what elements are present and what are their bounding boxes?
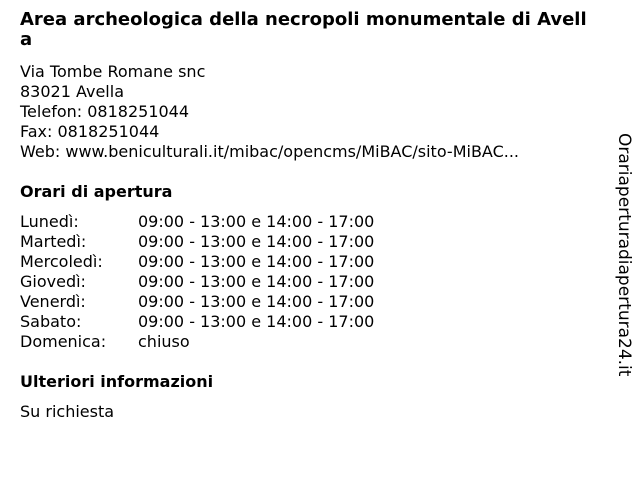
- day-label: Giovedì:: [20, 272, 86, 291]
- fax-number: 0818251044: [57, 122, 160, 141]
- fax-row: [20, 122, 600, 142]
- day-label: Domenica:: [20, 332, 107, 351]
- web-row: [20, 142, 600, 162]
- phone-number[interactable]: 0818251044: [87, 102, 190, 121]
- place-title: Area archeologica della necropoli monumentale di Avella: [20, 9, 587, 50]
- day-hours: 09:00 - 13:00 e 14:00 - 17:00: [138, 312, 375, 331]
- hours-row-friday: [20, 292, 600, 312]
- hours-row-sunday: [20, 332, 600, 352]
- day-label: Martedì:: [20, 232, 87, 251]
- hours-row-thursday: [20, 272, 600, 292]
- day-hours: 09:00 - 13:00 e 14:00 - 17:00: [138, 292, 375, 311]
- day-label: Mercoledì:: [20, 252, 103, 271]
- place-card: [20, 10, 600, 422]
- day-label: Lunedì:: [20, 212, 79, 231]
- address-city: 83021 Avella: [20, 82, 124, 101]
- opening-hours-heading: Orari di apertura: [20, 182, 173, 201]
- phone-label: Telefon:: [20, 102, 83, 121]
- fax-label: Fax:: [20, 122, 53, 141]
- day-hours: 09:00 - 13:00 e 14:00 - 17:00: [138, 272, 375, 291]
- web-link[interactable]: www.beniculturali.it/mibac/opencms/MiBAC/sito-MiBAC...: [65, 142, 520, 161]
- web-label: Web:: [20, 142, 61, 161]
- brand-watermark: Orariaperturadiapertura24.it: [614, 133, 634, 377]
- phone-row: [20, 102, 600, 122]
- hours-row-wednesday: [20, 252, 600, 272]
- day-hours: 09:00 - 13:00 e 14:00 - 17:00: [138, 232, 375, 251]
- more-info-heading: Ulteriori informazioni: [20, 372, 214, 391]
- address-street: Via Tombe Romane snc: [20, 62, 206, 81]
- more-info-text: Su richiesta: [20, 402, 115, 421]
- day-label: Venerdì:: [20, 292, 86, 311]
- day-label: Sabato:: [20, 312, 82, 331]
- day-hours: 09:00 - 13:00 e 14:00 - 17:00: [138, 252, 375, 271]
- day-hours: chiuso: [138, 332, 190, 351]
- hours-row-monday: [20, 212, 600, 232]
- hours-row-saturday: [20, 312, 600, 332]
- contact-block: [20, 62, 600, 162]
- hours-row-tuesday: [20, 232, 600, 252]
- opening-hours-table: [20, 212, 600, 352]
- day-hours: 09:00 - 13:00 e 14:00 - 17:00: [138, 212, 375, 231]
